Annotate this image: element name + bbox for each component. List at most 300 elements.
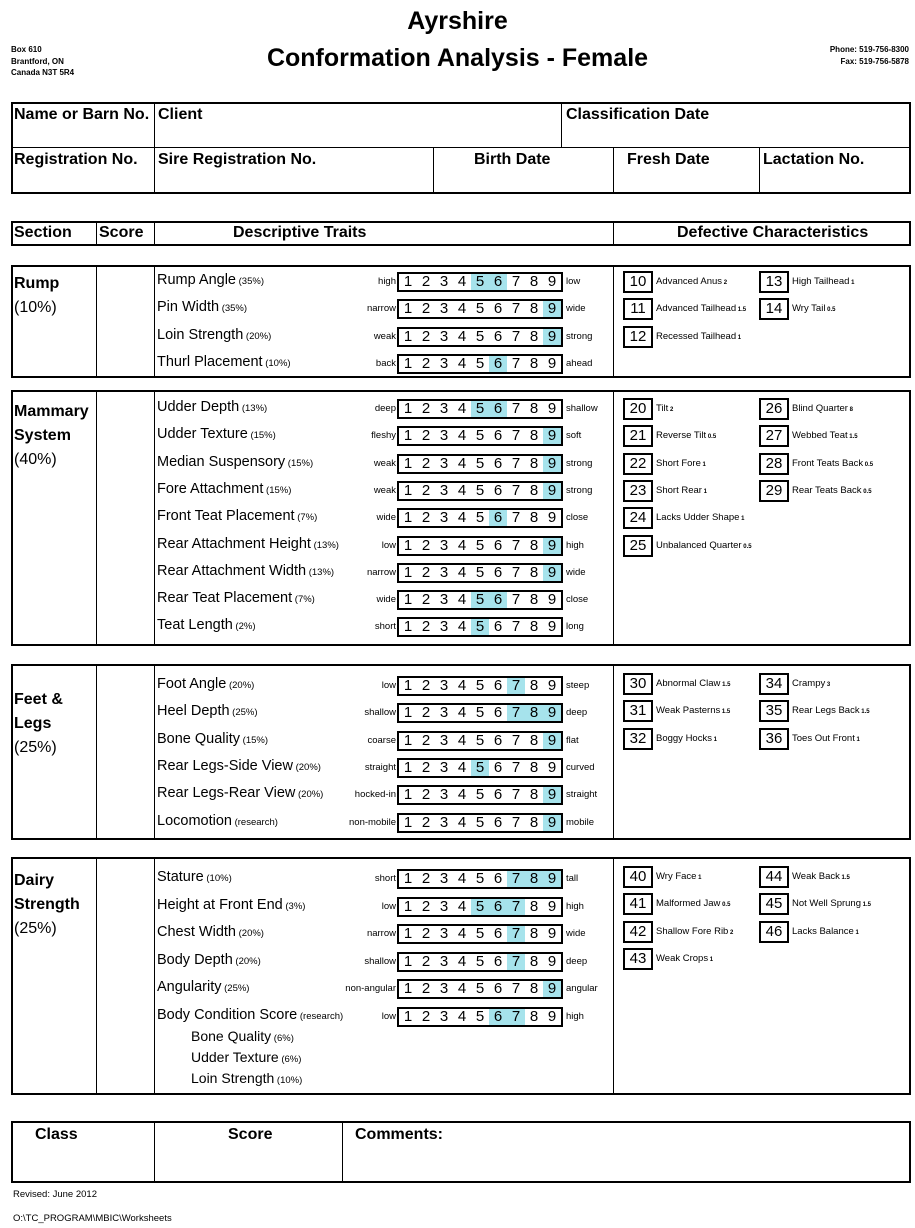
scale-cell[interactable]: 1	[403, 897, 413, 915]
score-field[interactable]: Score	[228, 1126, 273, 1143]
sire-registration-no-field[interactable]: Sire Registration No.	[158, 151, 317, 168]
scale-cell[interactable]: 6	[493, 563, 503, 581]
scale-cell[interactable]: 1	[403, 870, 413, 887]
scale-cell[interactable]: 5	[475, 454, 485, 472]
scale-cell[interactable]: 6	[493, 952, 503, 970]
scale-cell[interactable]: 5	[475, 677, 485, 694]
scale-cell[interactable]: 9	[543, 428, 561, 444]
lactation-no-field[interactable]: Lactation No.	[763, 151, 865, 168]
scale-cell[interactable]: 3	[439, 327, 449, 345]
scale-cell[interactable]: 7	[507, 871, 525, 887]
scale-cell[interactable]: 4	[457, 731, 467, 749]
scale-cell[interactable]: 3	[439, 563, 449, 581]
scale-cell[interactable]: 3	[439, 980, 449, 997]
scale-cell[interactable]: 5	[475, 980, 485, 997]
scale-cell[interactable]: 3	[439, 454, 449, 472]
scale-cell[interactable]: 1	[403, 509, 413, 527]
defect-checkbox[interactable]: 29	[759, 480, 789, 502]
scale-cell[interactable]: 6	[493, 980, 503, 997]
scale-cell[interactable]: 8	[525, 705, 543, 721]
scale-cell[interactable]: 1	[403, 731, 413, 749]
scale-high-label: strong	[566, 330, 593, 342]
scale-cell[interactable]: 7	[511, 618, 521, 636]
scale-cell[interactable]: 5	[475, 536, 485, 554]
scale-cell[interactable]: 1	[403, 563, 413, 581]
defect-weight: 1	[696, 875, 702, 881]
trait-scale	[397, 869, 563, 889]
scale-cell[interactable]: 9	[543, 815, 561, 831]
scale-cell[interactable]: 2	[421, 813, 431, 831]
defect-name: Lacks Udder Shape	[656, 512, 740, 524]
trait-label: Rear Attachment Height	[157, 535, 311, 552]
fresh-date-field[interactable]: Fresh Date	[627, 151, 710, 168]
scale-cell[interactable]: 8	[529, 813, 539, 831]
scale-cell[interactable]: 4	[457, 618, 467, 636]
scale-cell[interactable]: 9	[547, 897, 557, 915]
scale-cell[interactable]: 2	[421, 925, 431, 942]
scale-cell[interactable]: 8	[529, 454, 539, 472]
scale-cell[interactable]: 7	[511, 273, 521, 290]
defect-checkbox[interactable]: 26	[759, 398, 789, 420]
defect-checkbox[interactable]: 24	[623, 507, 653, 529]
scale-cell[interactable]: 6	[493, 731, 503, 749]
scale-cell[interactable]: 8	[529, 786, 539, 804]
defect-checkbox[interactable]: 30	[623, 673, 653, 695]
scale-cell[interactable]: 9	[547, 591, 557, 609]
scale-cell[interactable]: 8	[529, 731, 539, 749]
scale-cell[interactable]: 6	[489, 356, 507, 372]
scale-cell[interactable]: 7	[507, 705, 525, 721]
scale-cell[interactable]: 1	[403, 618, 413, 636]
scale-cell[interactable]: 7	[507, 954, 525, 970]
divider	[613, 857, 614, 1095]
form-title: Ayrshire	[407, 7, 508, 35]
defect-checkbox[interactable]: 46	[759, 921, 789, 943]
defect-checkbox[interactable]: 43	[623, 948, 653, 970]
scale-cell[interactable]: 3	[439, 300, 449, 318]
birth-date-field[interactable]: Birth Date	[474, 151, 551, 168]
scale-cell[interactable]: 2	[421, 454, 431, 472]
trait-name	[157, 897, 305, 913]
scale-cell[interactable]: 1	[403, 980, 413, 997]
scale-cell[interactable]: 8	[529, 758, 539, 776]
scale-cell[interactable]: 5	[475, 704, 485, 722]
scale-cell[interactable]: 8	[529, 509, 539, 527]
trait-weight: (20%)	[292, 761, 321, 773]
sub-trait-weight: (6%)	[278, 1054, 302, 1065]
scale-cell[interactable]: 3	[439, 786, 449, 804]
scale-cell[interactable]: 1	[403, 758, 413, 776]
defect-checkbox[interactable]: 31	[623, 700, 653, 722]
scale-cell[interactable]: 3	[439, 897, 449, 915]
scale-cell[interactable]: 9	[543, 871, 561, 887]
scale-cell[interactable]: 6	[493, 454, 503, 472]
scale-low-label: weak	[373, 330, 396, 342]
scale-cell[interactable]: 4	[457, 925, 467, 942]
scale-high-label: steep	[566, 680, 590, 691]
scale-cell[interactable]: 8	[529, 273, 539, 290]
scale-cell[interactable]: 6	[493, 786, 503, 804]
scale-cell[interactable]: 4	[457, 813, 467, 831]
scale-cell[interactable]: 7	[511, 536, 521, 554]
scale-cell[interactable]: 3	[439, 704, 449, 722]
scale-cell[interactable]: 7	[511, 300, 521, 318]
scale-cell[interactable]: 8	[529, 618, 539, 636]
scale-cell[interactable]: 7	[511, 454, 521, 472]
trait-scale	[397, 299, 563, 319]
scale-cell[interactable]: 6	[489, 510, 507, 526]
scale-cell[interactable]: 2	[421, 1007, 431, 1025]
scale-cell[interactable]: 7	[511, 591, 521, 609]
scale-cell[interactable]: 7	[511, 354, 521, 372]
scale-cell[interactable]: 1	[403, 677, 413, 694]
scale-cell[interactable]: 6	[493, 300, 503, 318]
defect-checkbox[interactable]: 14	[759, 298, 789, 320]
scale-cell[interactable]: 9	[547, 758, 557, 776]
scale-cell[interactable]: 2	[421, 731, 431, 749]
defect-checkbox[interactable]: 13	[759, 271, 789, 293]
defect-checkbox[interactable]: 20	[623, 398, 653, 420]
defect-weight: 8	[847, 407, 853, 413]
scale-cell[interactable]: 6	[493, 813, 503, 831]
scale-cell[interactable]: 4	[457, 786, 467, 804]
scale-cell[interactable]: 9	[543, 538, 561, 554]
scale-cell[interactable]: 4	[457, 427, 467, 445]
scale-cell[interactable]: 1	[403, 1007, 413, 1025]
score-cell[interactable]	[98, 267, 153, 376]
scale-cell[interactable]: 5	[471, 592, 489, 608]
scale-cell[interactable]: 4	[457, 454, 467, 472]
defect-name: Rear Teats Back	[792, 484, 862, 496]
scale-cell[interactable]: 8	[529, 897, 539, 915]
scale-cell[interactable]: 7	[511, 563, 521, 581]
scale-cell[interactable]: 1	[403, 536, 413, 554]
scale-cell[interactable]: 6	[493, 704, 503, 722]
scale-cell[interactable]: 7	[511, 481, 521, 499]
scale-cell[interactable]: 7	[511, 509, 521, 527]
scale-low-label: narrow	[366, 303, 396, 315]
scale-cell[interactable]: 8	[525, 871, 543, 887]
scale-cell[interactable]: 3	[439, 677, 449, 694]
scale-cell[interactable]: 2	[421, 327, 431, 345]
scale-cell[interactable]: 5	[475, 952, 485, 970]
scale-cell[interactable]: 5	[475, 427, 485, 445]
scale-cell[interactable]: 5	[475, 731, 485, 749]
scale-cell[interactable]: 1	[403, 273, 413, 290]
scale-cell[interactable]: 4	[457, 704, 467, 722]
scale-cell[interactable]: 9	[547, 952, 557, 970]
scale-cell[interactable]: 4	[457, 980, 467, 997]
scale-cell[interactable]: 7	[511, 980, 521, 997]
scale-cell[interactable]: 2	[421, 400, 431, 417]
scale-cell[interactable]: 9	[543, 787, 561, 803]
name-or-barn-no-field[interactable]: Name or Barn No.	[14, 106, 150, 123]
defect-checkbox[interactable]: 42	[623, 921, 653, 943]
scale-cell[interactable]: 9	[543, 483, 561, 499]
scale-cell[interactable]: 4	[457, 327, 467, 345]
scale-cell[interactable]: 2	[421, 980, 431, 997]
defect-label	[656, 898, 730, 909]
scale-cell[interactable]: 8	[529, 354, 539, 372]
scale-cell[interactable]: 5	[471, 274, 489, 290]
scale-cell[interactable]: 3	[439, 427, 449, 445]
scale-cell[interactable]: 3	[439, 758, 449, 776]
scale-cell[interactable]: 3	[439, 481, 449, 499]
class-field[interactable]: Class	[35, 1126, 78, 1143]
scale-cell[interactable]: 8	[529, 1007, 539, 1025]
scale-cell[interactable]: 8	[529, 481, 539, 499]
registration-no-field[interactable]: Registration No.	[14, 151, 138, 168]
scale-cell[interactable]: 2	[421, 591, 431, 609]
scale-cell[interactable]: 8	[529, 563, 539, 581]
scale-cell[interactable]: 8	[529, 591, 539, 609]
scale-cell[interactable]: 2	[421, 704, 431, 722]
scale-cell[interactable]: 1	[403, 813, 413, 831]
scale-cell[interactable]: 5	[475, 300, 485, 318]
defect-checkbox[interactable]: 12	[623, 326, 653, 348]
defect-checkbox[interactable]: 22	[623, 453, 653, 475]
scale-cell[interactable]: 7	[511, 731, 521, 749]
scale-cell[interactable]: 5	[475, 509, 485, 527]
scale-cell[interactable]: 5	[475, 786, 485, 804]
scale-cell[interactable]: 3	[439, 1007, 449, 1025]
scale-cell[interactable]: 9	[543, 705, 561, 721]
scale-cell[interactable]: 7	[511, 786, 521, 804]
scale-cell[interactable]: 5	[471, 760, 489, 776]
scale-cell[interactable]: 1	[403, 591, 413, 609]
scale-cell[interactable]: 4	[457, 536, 467, 554]
scale-cell[interactable]: 8	[529, 327, 539, 345]
scale-cell[interactable]: 4	[457, 870, 467, 887]
scale-cell[interactable]: 4	[457, 591, 467, 609]
scale-cell[interactable]: 9	[547, 677, 557, 694]
defect-checkbox[interactable]: 23	[623, 480, 653, 502]
scale-cell[interactable]: 9	[543, 329, 561, 345]
scale-cell[interactable]: 6	[493, 327, 503, 345]
scale-cell[interactable]: 2	[421, 273, 431, 290]
scale-cell[interactable]: 3	[439, 536, 449, 554]
scale-cell[interactable]: 4	[457, 1007, 467, 1025]
scale-cell[interactable]: 1	[403, 925, 413, 942]
scale-cell[interactable]: 4	[457, 758, 467, 776]
scale-cell[interactable]: 6	[493, 481, 503, 499]
scale-cell[interactable]: 6	[493, 870, 503, 887]
scale-cell[interactable]: 9	[547, 400, 557, 417]
scale-cell[interactable]: 9	[547, 1007, 557, 1025]
defect-checkbox[interactable]: 25	[623, 535, 653, 557]
scale-cell[interactable]: 3	[439, 618, 449, 636]
scale-cell[interactable]: 2	[421, 300, 431, 318]
scale-cell[interactable]: 2	[421, 870, 431, 887]
scale-cell[interactable]: 4	[457, 481, 467, 499]
scale-cell[interactable]: 7	[511, 400, 521, 417]
trait-name	[157, 952, 261, 968]
scale-cell[interactable]: 3	[439, 952, 449, 970]
trait-name	[157, 327, 271, 343]
defect-checkbox[interactable]: 35	[759, 700, 789, 722]
scale-cell[interactable]: 3	[439, 870, 449, 887]
classification-date-field[interactable]: Classification Date	[566, 106, 710, 123]
scale-cell[interactable]: 9	[547, 354, 557, 372]
scale-cell[interactable]: 4	[457, 273, 467, 290]
scale-cell[interactable]: 7	[507, 899, 525, 915]
scale-cell[interactable]: 6	[493, 618, 503, 636]
scale-cell[interactable]: 3	[439, 591, 449, 609]
scale-cell[interactable]: 2	[421, 758, 431, 776]
scale-cell[interactable]: 1	[403, 786, 413, 804]
defect-checkbox[interactable]: 45	[759, 893, 789, 915]
defect-checkbox[interactable]: 41	[623, 893, 653, 915]
scale-cell[interactable]: 6	[493, 536, 503, 554]
scale-high-label: high	[566, 1010, 584, 1022]
defect-checkbox[interactable]: 34	[759, 673, 789, 695]
score-cell[interactable]	[98, 392, 153, 644]
scale-cell[interactable]: 5	[471, 619, 489, 635]
scale-cell[interactable]: 8	[529, 427, 539, 445]
defect-checkbox[interactable]: 21	[623, 425, 653, 447]
scale-cell[interactable]: 5	[475, 870, 485, 887]
scale-cell[interactable]: 8	[529, 300, 539, 318]
scale-cell[interactable]: 8	[529, 536, 539, 554]
score-cell[interactable]	[98, 859, 153, 1093]
defect-label	[656, 733, 717, 744]
scale-cell[interactable]: 5	[471, 899, 489, 915]
scale-cell[interactable]: 3	[439, 925, 449, 942]
defect-checkbox[interactable]: 44	[759, 866, 789, 888]
scale-cell[interactable]: 2	[421, 427, 431, 445]
scale-cell[interactable]: 8	[529, 400, 539, 417]
scale-low-label: low	[381, 900, 396, 912]
scale-cell[interactable]: 3	[439, 273, 449, 290]
scale-cell[interactable]: 9	[543, 981, 561, 997]
defect-label	[656, 430, 716, 441]
scale-cell[interactable]: 4	[457, 677, 467, 694]
scale-cell[interactable]: 1	[403, 300, 413, 318]
scale-cell[interactable]: 9	[547, 273, 557, 290]
scale-cell[interactable]: 9	[547, 509, 557, 527]
sub-trait	[191, 1049, 301, 1065]
scale-cell[interactable]: 7	[507, 678, 525, 694]
scale-cell[interactable]: 1	[403, 327, 413, 345]
defect-checkbox[interactable]: 10	[623, 271, 653, 293]
scale-cell[interactable]: 5	[471, 401, 489, 417]
scale-cell[interactable]: 6	[489, 1009, 507, 1025]
scale-cell[interactable]: 6	[489, 401, 507, 417]
scale-cell[interactable]: 7	[511, 427, 521, 445]
scale-cell[interactable]: 1	[403, 427, 413, 445]
defect-checkbox[interactable]: 27	[759, 425, 789, 447]
scale-cell[interactable]: 2	[421, 618, 431, 636]
scale-cell[interactable]: 2	[421, 952, 431, 970]
trait-label: Heel Depth	[157, 703, 230, 720]
scale-cell[interactable]: 7	[511, 758, 521, 776]
scale-cell[interactable]: 1	[403, 704, 413, 722]
scale-cell[interactable]: 6	[493, 427, 503, 445]
scale-cell[interactable]: 2	[421, 354, 431, 372]
scale-cell[interactable]: 1	[403, 481, 413, 499]
scale-cell[interactable]: 2	[421, 536, 431, 554]
scale-cell[interactable]: 5	[475, 1007, 485, 1025]
scale-cell[interactable]: 8	[529, 980, 539, 997]
scale-low-label: non-angular	[345, 983, 396, 994]
scale-cell[interactable]: 6	[493, 925, 503, 942]
scale-cell[interactable]: 8	[529, 952, 539, 970]
scale-cell[interactable]: 1	[403, 952, 413, 970]
score-cell[interactable]	[98, 666, 153, 838]
defect-name: Shallow Fore Rib	[656, 925, 729, 937]
scale-cell[interactable]: 4	[457, 300, 467, 318]
scale-cell[interactable]: 7	[511, 813, 521, 831]
scale-cell[interactable]: 9	[543, 301, 561, 317]
scale-cell[interactable]: 3	[439, 400, 449, 417]
scale-cell[interactable]: 4	[457, 354, 467, 372]
defect-checkbox[interactable]: 28	[759, 453, 789, 475]
scale-cell[interactable]: 1	[403, 400, 413, 417]
scale-cell[interactable]: 2	[421, 786, 431, 804]
scale-cell[interactable]: 2	[421, 509, 431, 527]
scale-cell[interactable]: 1	[403, 454, 413, 472]
defect-checkbox[interactable]: 11	[623, 298, 653, 320]
scale-cell[interactable]: 2	[421, 563, 431, 581]
scale-cell[interactable]: 2	[421, 897, 431, 915]
scale-cell[interactable]: 5	[475, 563, 485, 581]
scale-cell[interactable]: 5	[475, 925, 485, 942]
scale-cell[interactable]: 4	[457, 563, 467, 581]
scale-cell[interactable]: 7	[507, 1009, 525, 1025]
scale-cell[interactable]: 5	[475, 813, 485, 831]
divider	[154, 102, 155, 194]
scale-cell[interactable]: 7	[511, 327, 521, 345]
scale-cell[interactable]: 1	[403, 354, 413, 372]
scale-cell[interactable]: 8	[529, 925, 539, 942]
scale-cell[interactable]: 6	[493, 677, 503, 694]
defect-weight: 1	[854, 736, 860, 743]
scale-cell[interactable]: 9	[543, 456, 561, 472]
client-field[interactable]: Client	[158, 106, 203, 123]
scale-cell[interactable]: 4	[457, 509, 467, 527]
scale-cell[interactable]: 4	[457, 897, 467, 915]
scale-cell[interactable]: 9	[543, 565, 561, 581]
scale-cell[interactable]: 7	[507, 926, 525, 942]
trait-weight: (7%)	[292, 594, 315, 606]
scale-cell[interactable]: 3	[439, 509, 449, 527]
scale-cell[interactable]: 5	[475, 354, 485, 372]
divider	[613, 390, 614, 646]
defect-checkbox[interactable]: 32	[623, 728, 653, 750]
scale-cell[interactable]: 6	[489, 592, 507, 608]
scale-cell[interactable]: 9	[547, 925, 557, 942]
scale-cell[interactable]: 6	[489, 274, 507, 290]
scale-cell[interactable]: 2	[421, 677, 431, 694]
scale-cell[interactable]: 3	[439, 813, 449, 831]
scale-cell[interactable]: 2	[421, 481, 431, 499]
scale-cell[interactable]: 4	[457, 952, 467, 970]
scale-cell[interactable]: 6	[493, 758, 503, 776]
scale-cell[interactable]: 5	[475, 481, 485, 499]
scale-cell[interactable]: 3	[439, 354, 449, 372]
scale-cell[interactable]: 3	[439, 731, 449, 749]
defect-label	[792, 430, 858, 441]
defect-checkbox[interactable]: 40	[623, 866, 653, 888]
scale-cell[interactable]: 9	[543, 733, 561, 749]
scale-cell[interactable]: 5	[475, 327, 485, 345]
comments-field[interactable]: Comments:	[355, 1126, 444, 1143]
scale-cell[interactable]: 9	[547, 618, 557, 636]
scale-cell[interactable]: 8	[529, 677, 539, 694]
scale-cell[interactable]: 4	[457, 400, 467, 417]
scale-cell[interactable]: 6	[489, 899, 507, 915]
defect-checkbox[interactable]: 36	[759, 728, 789, 750]
